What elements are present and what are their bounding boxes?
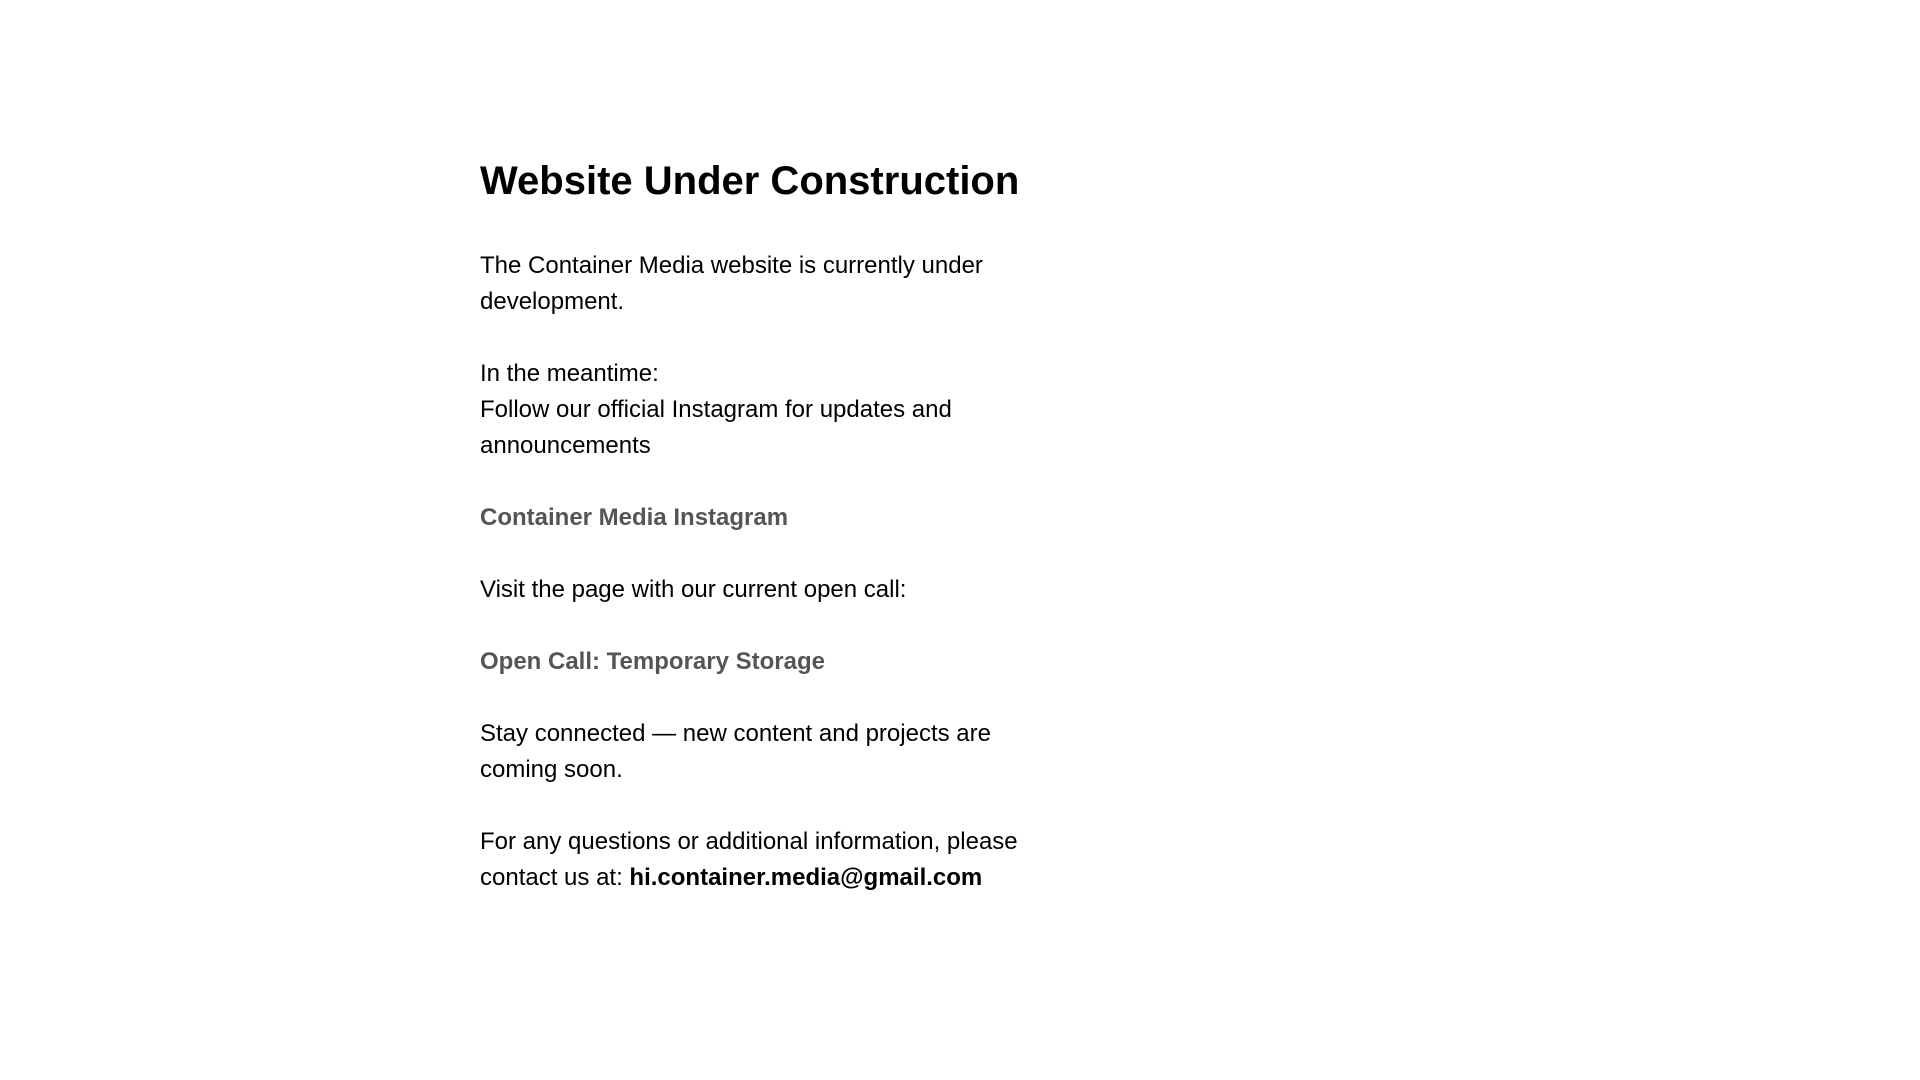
- intro-paragraph: The Container Media website is currently under development.: [480, 252, 983, 315]
- meantime-label: In the meantime:: [480, 360, 659, 387]
- instagram-link[interactable]: Container Media Instagram: [480, 504, 789, 531]
- open-call-link[interactable]: Open Call: Temporary Storage: [480, 648, 825, 675]
- contact-text: For any questions or additional information, please contact us at:: [480, 828, 1018, 891]
- meantime-paragraph: [480, 356, 1060, 464]
- contact-email[interactable]: hi.container.media@gmail.com: [629, 864, 983, 891]
- stay-connected-paragraph: Stay connected — new content and projects are coming soon.: [480, 720, 991, 783]
- instagram-link-paragraph: [480, 500, 1060, 536]
- main-content: [480, 158, 1060, 932]
- open-call-link-paragraph: [480, 644, 1060, 680]
- contact-paragraph: [480, 824, 1060, 896]
- page-title: Website Under Construction: [480, 159, 1020, 203]
- open-call-text: Visit the page with our current open call:: [480, 576, 907, 603]
- instagram-text: Follow our official Instagram for updates and announcements: [480, 396, 952, 459]
